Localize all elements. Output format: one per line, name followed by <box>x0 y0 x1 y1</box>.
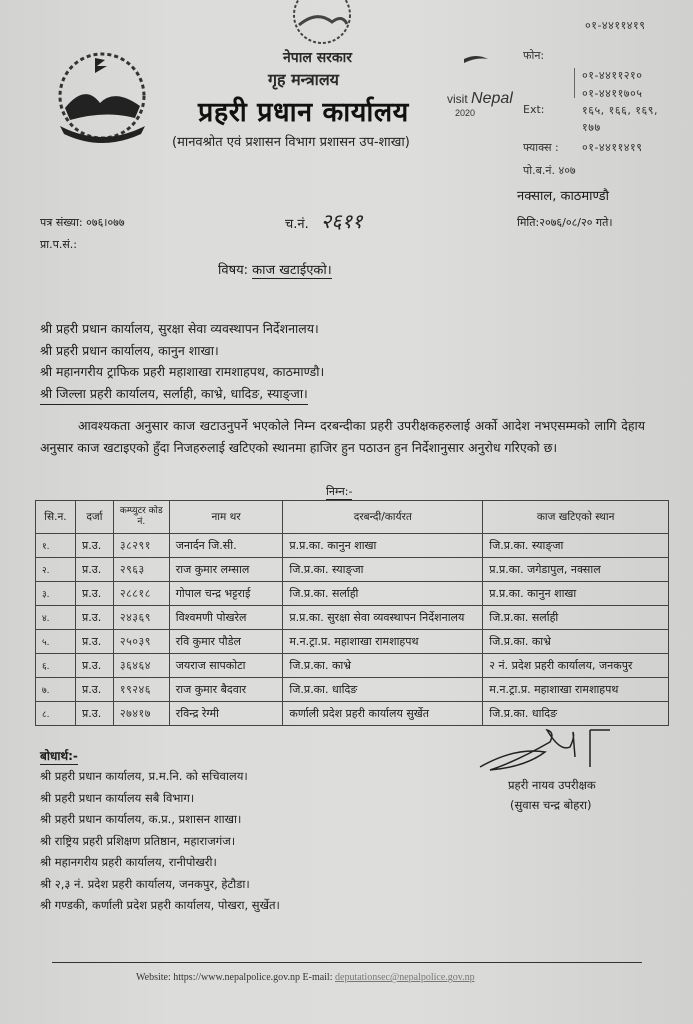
cell-rank: प्र.उ. <box>75 654 113 678</box>
visit-nepal-text1: visit <box>447 92 468 106</box>
cell-deputation: जि.प्र.का. स्याङ्जा <box>483 534 669 558</box>
ext-values-2: १७७ <box>582 121 601 134</box>
cell-sn: ५. <box>36 630 76 654</box>
letter-number-value: ०७६।०७७ <box>86 216 125 229</box>
cell-rank: प्र.उ. <box>75 606 113 630</box>
cell-posting: प्र.प्र.का. कानुन शाखा <box>283 534 483 558</box>
letter-body <box>40 415 645 459</box>
ministry-name: गृह मन्त्रालय <box>268 70 339 89</box>
email-label: E-mail: <box>302 972 333 983</box>
cc-item: श्री २,३ नं. प्रदेश प्रहरी कार्यालय, जनकपुर, हेटौडा। <box>40 876 250 891</box>
handwritten-signature <box>475 722 625 772</box>
phone-2: ०१-४४११७०५ <box>582 87 643 100</box>
fax-number: ०१-४४११४१९ <box>582 141 643 154</box>
cell-code: २५०३९ <box>113 630 169 654</box>
dispatch-number <box>285 207 363 234</box>
table-row <box>36 582 669 606</box>
website-link[interactable]: https://www.nepalpolice.gov.np <box>173 972 300 983</box>
ext-values-1: १६५, १६६, १६९, <box>582 104 658 117</box>
cell-posting: कर्णाली प्रदेश प्रहरी कार्यालय सुर्खेत <box>283 702 483 726</box>
email-link[interactable]: deputationsec@nepalpolice.gov.np <box>335 972 475 983</box>
footer-divider <box>52 962 642 963</box>
cell-posting: जि.प्र.का. सर्लाही <box>283 582 483 606</box>
cell-rank: प्र.उ. <box>75 558 113 582</box>
top-stamp-emblem <box>287 0 357 45</box>
cc-item: श्री प्रहरी प्रधान कार्यालय सबै विभाग। <box>40 790 195 805</box>
cell-deputation: जि.प्र.का. धादिङ <box>483 702 669 726</box>
cell-rank: प्र.उ. <box>75 534 113 558</box>
recipient-item: श्री जिल्ला प्रहरी कार्यालय, सर्लाही, काभ्रे, धादिङ, स्याङ्जा। <box>40 383 308 406</box>
cell-code: २७४१७ <box>113 702 169 726</box>
col-header-deputation: काज खटिएको स्थान <box>483 501 669 534</box>
cc-list <box>40 766 280 917</box>
phone-1: ०१-४४११२१० <box>582 69 643 82</box>
cell-name: राज कुमार लम्साल <box>169 558 283 582</box>
office-title: प्रहरी प्रधान कार्यालय <box>198 97 409 128</box>
transfer-table <box>35 500 669 726</box>
phone-label: फोन: <box>523 49 545 62</box>
phone-bracket <box>574 68 578 98</box>
cell-code: ३६४६४ <box>113 654 169 678</box>
cell-sn: ७. <box>36 678 76 702</box>
cell-deputation: २ नं. प्रदेश प्रहरी कार्यालय, जनकपुर <box>483 654 669 678</box>
col-header-name: नाम थर <box>169 501 283 534</box>
subject-label: विषय: <box>218 263 249 278</box>
col-header-posting: दरबन्दी/कार्यरत <box>283 501 483 534</box>
cell-code: २८८१८ <box>113 582 169 606</box>
cc-title: बोधार्थ:- <box>40 749 78 763</box>
office-location: नक्साल, काठमाण्डौ <box>517 189 609 204</box>
table-row <box>36 558 669 582</box>
col-header-code: कम्प्युटर कोड नं. <box>113 501 169 534</box>
cell-sn: २. <box>36 558 76 582</box>
cc-item: श्री प्रहरी प्रधान कार्यालय, प्र.म.नि. को सचिवालय। <box>40 769 248 783</box>
cell-deputation: म.न.ट्रा.प्र. महाशाखा रामशाहपथ <box>483 678 669 702</box>
website-label: Website: <box>136 972 171 983</box>
col-header-rank: दर्जा <box>75 501 113 534</box>
cell-rank: प्र.उ. <box>75 630 113 654</box>
cell-deputation: प्र.प्र.का. जगेडापुल, नक्साल <box>483 558 669 582</box>
recipient-item: श्री महानगरीय ट्राफिक प्रहरी महाशाखा रामशाहपथ, काठमाण्डौ। <box>40 364 325 379</box>
letter-number <box>40 215 125 230</box>
visit-nepal-text2: Nepal <box>471 90 513 107</box>
prev-letter-ref: प्रा.प.सं.: <box>40 238 77 251</box>
cell-posting: जि.प्र.का. धादिङ <box>283 678 483 702</box>
visit-nepal-year: 2020 <box>455 108 476 118</box>
cell-rank: प्र.उ. <box>75 582 113 606</box>
letter-number-label: पत्र संख्या: <box>40 216 83 229</box>
signatory-title: प्रहरी नायव उपरीक्षक <box>508 778 596 792</box>
table-row <box>36 678 669 702</box>
cell-code: ३८२९१ <box>113 534 169 558</box>
cell-name: जनार्दन जि.सी. <box>169 534 283 558</box>
dispatch-number-label: च.नं. <box>285 217 309 232</box>
cell-rank: प्र.उ. <box>75 702 113 726</box>
cell-sn: ४. <box>36 606 76 630</box>
signatory-name: (सुवास चन्द्र बोहरा) <box>510 798 592 812</box>
cell-name: गोपाल चन्द्र भट्टराई <box>169 582 283 606</box>
cell-posting: म.न.ट्रा.प्र. महाशाखा रामशाहपथ <box>283 630 483 654</box>
cc-item: श्री गण्डकी, कर्णाली प्रदेश प्रहरी कार्यालय, पोखरा, सुर्खेत। <box>40 898 280 912</box>
cell-deputation: जि.प्र.का. सर्लाही <box>483 606 669 630</box>
ext-label: Ext: <box>523 103 545 116</box>
table-row <box>36 630 669 654</box>
cell-code: १९२४६ <box>113 678 169 702</box>
visit-nepal-logo <box>447 90 513 118</box>
cc-item: श्री प्रहरी प्रधान कार्यालय, क.प्र., प्रशासन शाखा। <box>40 812 242 826</box>
cell-name: राज कुमार बैदवार <box>169 678 283 702</box>
cell-deputation: प्र.प्र.का. कानुन शाखा <box>483 582 669 606</box>
table-row <box>36 606 669 630</box>
recipient-list <box>40 318 324 405</box>
top-phone: ०१-४४११४१९ <box>585 19 646 32</box>
government-name: नेपाल सरकार <box>283 50 353 66</box>
cell-sn: ३. <box>36 582 76 606</box>
recipient-item: श्री प्रहरी प्रधान कार्यालय, कानुन शाखा। <box>40 342 219 358</box>
subject-line <box>218 260 332 278</box>
footer <box>136 972 475 983</box>
cell-code: २४३६९ <box>113 606 169 630</box>
cell-posting: जि.प्र.का. काभ्रे <box>283 654 483 678</box>
cell-sn: १. <box>36 534 76 558</box>
table-caption: निम्न:- <box>326 485 353 498</box>
nepal-emblem-logo <box>45 48 160 148</box>
table-row <box>36 534 669 558</box>
cc-item: श्री महानगरीय प्रहरी कार्यालय, रानीपोखरी। <box>40 855 217 869</box>
dispatch-number-value: २६११ <box>320 209 363 233</box>
cell-code: २९६३ <box>113 558 169 582</box>
fax-label: फ्याक्स : <box>523 141 559 154</box>
subject-value: काज खटाईएको। <box>252 263 332 278</box>
cell-rank: प्र.उ. <box>75 678 113 702</box>
letter-body-text: आवश्यकता अनुसार काज खटाउनुपर्ने भएकोले निम्न दरबन्दीका प्रहरी उपरीक्षकहरुलाई अर्को आदेश नभएसम्मको लागि देहाय अनुसार काज खटाइएको हुँदा निजहरुलाई खटिएको स्थानमा हाजिर हुन पठाउन हुन निर्देशानुसार अनुरोध गरिएको छ। <box>40 418 645 455</box>
table-row <box>36 654 669 678</box>
cell-name: रविन्द्र रेग्मी <box>169 702 283 726</box>
col-header-sn: सि.न. <box>36 501 76 534</box>
recipient-item: श्री प्रहरी प्रधान कार्यालय, सुरक्षा सेवा व्यवस्थापन निर्देशनालय। <box>40 321 319 336</box>
bird-logo-icon <box>462 50 490 60</box>
cell-posting: प्र.प्र.का. सुरक्षा सेवा व्यवस्थापन निर्देशनालय <box>283 606 483 630</box>
office-subtitle: (मानवश्रोत एवं प्रशासन विभाग प्रशासन उप-शाखा) <box>172 135 410 150</box>
cell-sn: ८. <box>36 702 76 726</box>
cc-item: श्री राष्ट्रिय प्रहरी प्रशिक्षण प्रतिष्ठान, महाराजगंज। <box>40 833 236 848</box>
cell-name: रवि कुमार पौडेल <box>169 630 283 654</box>
date-label: मिति: <box>517 216 540 229</box>
cell-sn: ६. <box>36 654 76 678</box>
date-value: २०७६/०८/२० गते। <box>539 216 613 229</box>
cell-posting: जि.प्र.का. स्याङ्जा <box>283 558 483 582</box>
cell-name: जयराज सापकोटा <box>169 654 283 678</box>
table-header-row <box>36 501 669 534</box>
letter-date <box>517 215 613 230</box>
po-box: पो.ब.नं. ४०७ <box>523 164 576 177</box>
cell-name: विश्वमणी पोखरेल <box>169 606 283 630</box>
cell-deputation: जि.प्र.का. काभ्रे <box>483 630 669 654</box>
